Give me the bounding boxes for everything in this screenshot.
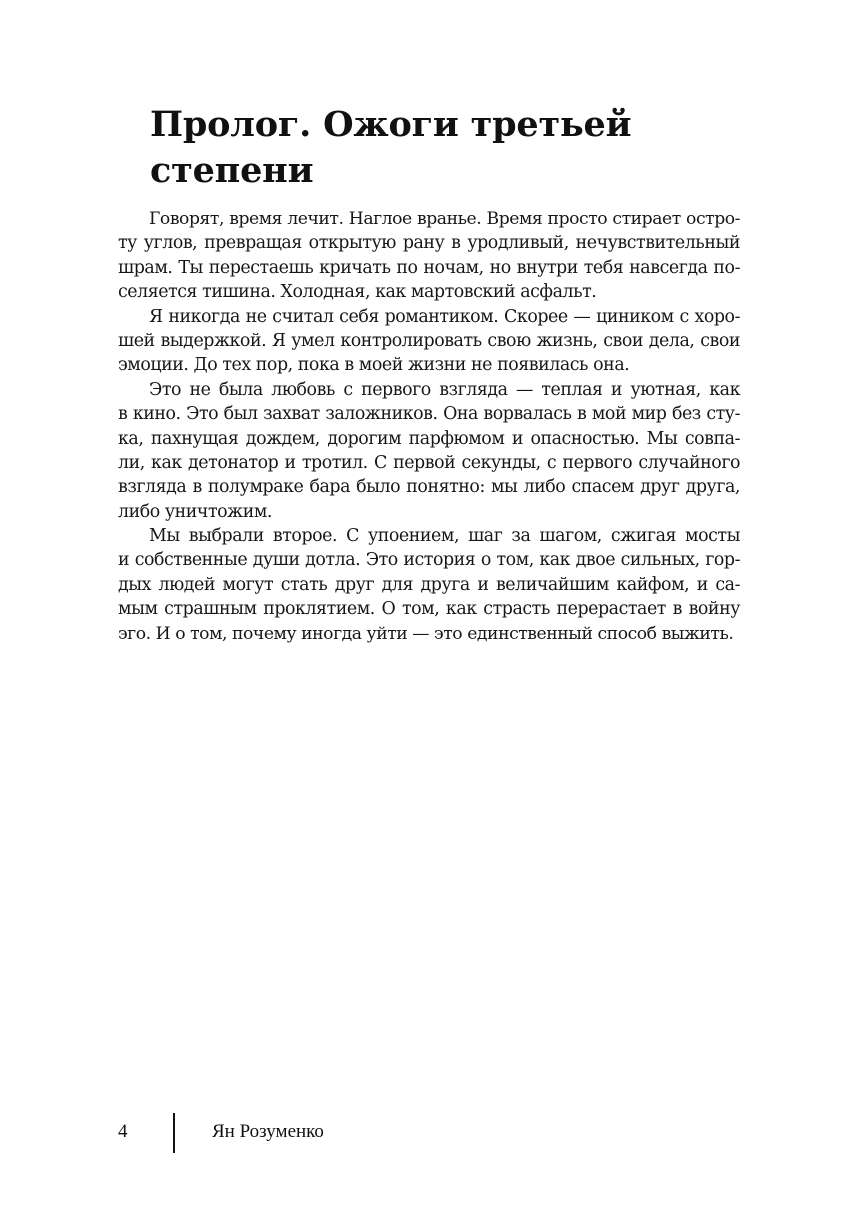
chapter-title-line: степени (150, 150, 314, 191)
paragraph-line: Говорят, время лечит. Наглое вранье. Время просто стирает остро- (149, 209, 740, 229)
paragraph-line: Мы выбрали второе. С упоением, шаг за шагом, сжигая мосты (149, 526, 740, 547)
paragraph-line: эго. И о том, почему иногда уйти — это единственный способ выжить. (118, 623, 734, 644)
paragraph-line: селяется тишина. Холодная, как мартовский асфальт. (118, 282, 597, 303)
chapter-title (150, 102, 670, 194)
paragraph-line: и собственные души дотла. Это история о том, как двое сильных, гор- (118, 550, 740, 571)
paragraph-line: шрам. Ты перестаешь кричать по ночам, но внутри тебя навсегда по- (118, 257, 740, 278)
paragraph-line: взгляда в полумраке бара было понятно: мы либо спасем друг друга, (118, 477, 740, 498)
page-number: 4 (118, 1121, 128, 1142)
chapter-title-line: Пролог. Ожоги третьей (150, 104, 632, 145)
paragraph-line: ка, пахнущая дождем, дорогим парфюмом и опасностью. Мы совпа- (118, 428, 740, 449)
paragraph-line: ту углов, превращая открытую рану в уродливый, нечувствительный (118, 233, 740, 254)
paragraph-line: дых людей могут стать друг для друга и величайшим кайфом, и са- (118, 574, 740, 595)
paragraph-line: эмоции. До тех пор, пока в моей жизни не появилась она. (118, 355, 630, 376)
paragraph-line: ли, как детонатор и тротил. С первой секунды, с первого случайного (118, 452, 740, 473)
paragraph-line: Это не была любовь с первого взгляда — теплая и уютная, как (149, 379, 740, 400)
paragraph-line: в кино. Это был захват заложников. Она ворвалась в мой мир без сту- (118, 404, 740, 425)
chapter-body (118, 207, 740, 646)
paragraph-line: шей выдержкой. Я умел контролировать свою жизнь, свои дела, свои (118, 330, 740, 351)
footer-divider (173, 1113, 175, 1153)
page-footer (0, 1110, 856, 1155)
running-header-author: Ян Розуменко (212, 1121, 324, 1142)
paragraph-line: либо уничтожим. (118, 501, 273, 522)
paragraph-line: Я никогда не считал себя романтиком. Скорее — циником с хоро- (149, 306, 740, 327)
paragraph-line: мым страшным проклятием. О том, как страсть перерастает в войну (118, 599, 740, 620)
